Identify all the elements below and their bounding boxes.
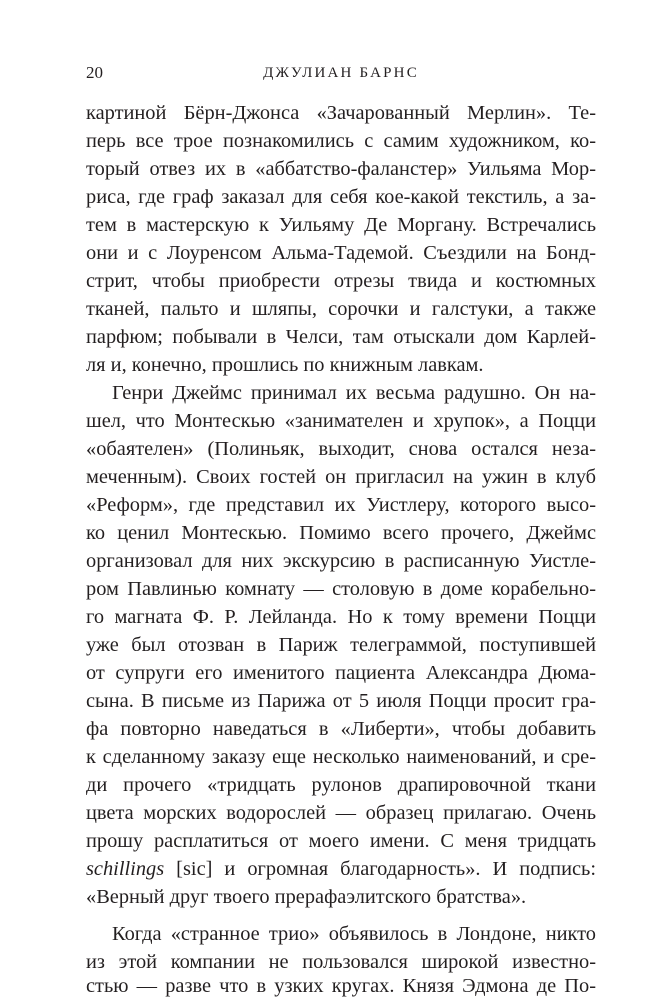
text-line: они и с Лоуренсом Альма-Тадемой. Съездили на Бонд- — [86, 242, 596, 264]
text-line: «Верный друг твоего прерафаэлитского братства». — [86, 886, 527, 908]
text-line: ром Павлинью комнату — столовую в доме корабельно- — [86, 578, 596, 600]
text-line: тем в мастерскую к Уильяму Де Моргану. Встречались — [86, 214, 596, 236]
text-line: парфюм; побывали в Челси, там отыскали дом Карлей- — [86, 326, 596, 348]
page-number: 20 — [86, 63, 103, 82]
text-line: Когда «странное трио» объявилось в Лондоне, никто — [112, 923, 596, 945]
text-line: тканей, пальто и шляпы, сорочки и галстуки, а также — [86, 298, 596, 320]
text-line: цвета морских водорослей — образец прилагаю. Очень — [86, 802, 596, 824]
text-line: перь все трое познакомились с самим художником, ко- — [86, 130, 596, 152]
text-line: го магната Ф. Р. Лейланда. Но к тому времени Поцци — [86, 606, 596, 628]
text-line: к сделанному заказу еще несколько наименований, и сре- — [86, 746, 596, 768]
text-line: ко ценил Монтескью. Помимо всего прочего, Джеймс — [86, 522, 596, 544]
text-line: шел, что Монтескью «занимателен и хрупок», а Поцци — [86, 410, 596, 432]
text-line: «обаятелен» (Полиньяк, выходит, снова остался неза- — [86, 438, 596, 460]
text-line: организовал для них экскурсию в расписанную Уистле- — [86, 550, 596, 572]
text-line: «Реформ», где представил их Уистлеру, которого высо- — [86, 494, 596, 516]
text-segment: [sic] и огромная благодарность». И подпись: — [164, 858, 596, 880]
text-line: стью — разве что в узких кругах. Князя Эдмона де По- — [86, 975, 596, 997]
text-line: риса, где граф заказал для себя кое-какой текстиль, а за- — [86, 186, 596, 208]
text-line: фа повторно наведаться в «Либерти», чтобы добавить — [86, 718, 596, 740]
text-line: Генри Джеймс принимал их весьма радушно. Он на- — [112, 382, 596, 404]
text-line: стрит, чтобы приобрести отрезы твида и костюмных — [86, 270, 596, 292]
text-line: уже был отозван в Париж телеграммой, поступившей — [86, 634, 596, 656]
text-line: меченным). Своих гостей он пригласил на ужин в клуб — [86, 466, 596, 488]
italic-word: schillings — [86, 858, 165, 880]
text-line: ди прочего «тридцать рулонов драпировочной ткани — [86, 774, 596, 796]
text-line — [86, 854, 596, 884]
running-title: ДЖУЛИАН БАРНС — [263, 65, 419, 81]
text-line: ля и, конечно, прошлись по книжным лавкам. — [86, 354, 484, 376]
running-head — [86, 61, 596, 85]
text-line: прошу расплатиться от моего имени. С меня тридцать — [86, 830, 596, 852]
text-line: от супруги его именитого пациента Александра Дюма- — [86, 662, 596, 684]
text-line: из этой компании не пользовался широкой известно- — [86, 951, 596, 973]
text-line: сына. В письме из Парижа от 5 июля Поцци просит гра- — [86, 690, 596, 712]
text-line: торый отвез их в «аббатство-фаланстер» Уильяма Мор- — [86, 158, 596, 180]
text-line: картиной Бёрн-Джонса «Зачарованный Мерлин». Те- — [86, 102, 596, 124]
